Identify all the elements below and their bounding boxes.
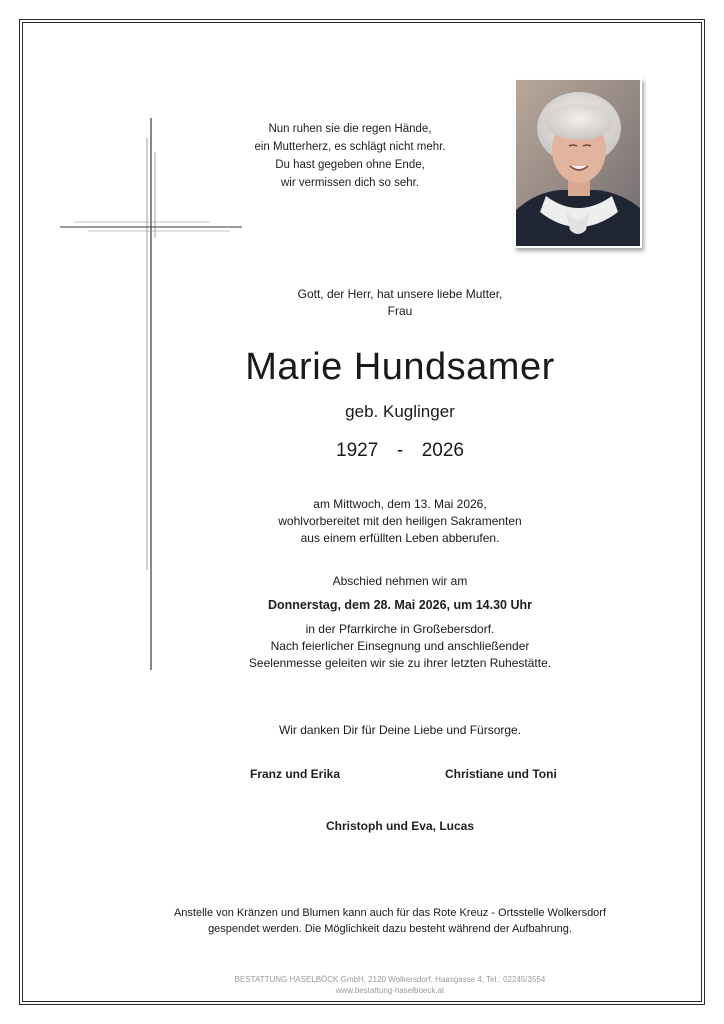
signatory-right: Christiane und Toni [445,767,557,781]
poem [220,120,480,192]
thanks-text: Wir danken Dir für Deine Liebe und Fürsorge. [278,723,522,737]
poem-line: Du hast gegeben ohne Ende, [275,159,425,171]
farewell-heading: Abschied nehmen wir am [332,574,468,588]
intro-text [120,286,680,320]
farewell-line: Nach feierlicher Einsegnung und anschließender [270,639,530,653]
footer-website[interactable]: www.bestattung-haselboeck.at [335,986,445,995]
passing-line: am Mittwoch, dem 13. Mai 2026, [313,497,487,511]
poem-line: Nun ruhen sie die regen Hände, [268,123,432,135]
life-years: 1927 - 2026 [336,440,464,461]
footer-address: BESTATTUNG HASELBÖCK GmbH, 2120 Wolkersdorf, Haasgasse 4, Tel.: 02245/3554 [234,975,546,984]
poem-line: wir vermissen dich so sehr. [280,177,420,189]
farewell-line: Seelenmesse geleiten wir sie zu ihrer letzten Ruhestätte. [248,656,552,670]
farewell-line: in der Pfarrkirche in Großebersdorf. [305,622,495,636]
signatory-bottom: Christoph und Eva, Lucas [325,819,475,833]
intro-line: Frau [387,304,413,318]
portrait-image [516,80,640,246]
farewell-date: Donnerstag, dem 28. Mai 2026, um 14.30 Uhr [268,598,532,612]
poem-line: ein Mutterherz, es schlägt nicht mehr. [254,141,446,153]
portrait-photo [514,78,642,248]
footer [130,974,650,996]
passing-line: aus einem erfüllten Leben abberufen. [300,531,500,545]
note-line: Anstelle von Kränzen und Blumen kann auch für das Rote Kreuz - Ortsstelle Wolkersdorf [173,907,607,919]
donation-note [130,905,650,937]
intro-line: Gott, der Herr, hat unsere liebe Mutter, [297,287,503,301]
maiden-name: geb. Kuglinger [345,402,455,421]
passing-line: wohlvorbereitet mit den heiligen Sakramenten [278,514,522,528]
passing-text [120,496,680,547]
farewell-details [120,621,680,672]
deceased-name: Marie Hundsamer [245,346,555,388]
signatory-left: Franz und Erika [250,767,341,781]
note-line: gespendet werden. Die Möglichkeit dazu besteht während der Aufbahrung. [208,923,572,935]
